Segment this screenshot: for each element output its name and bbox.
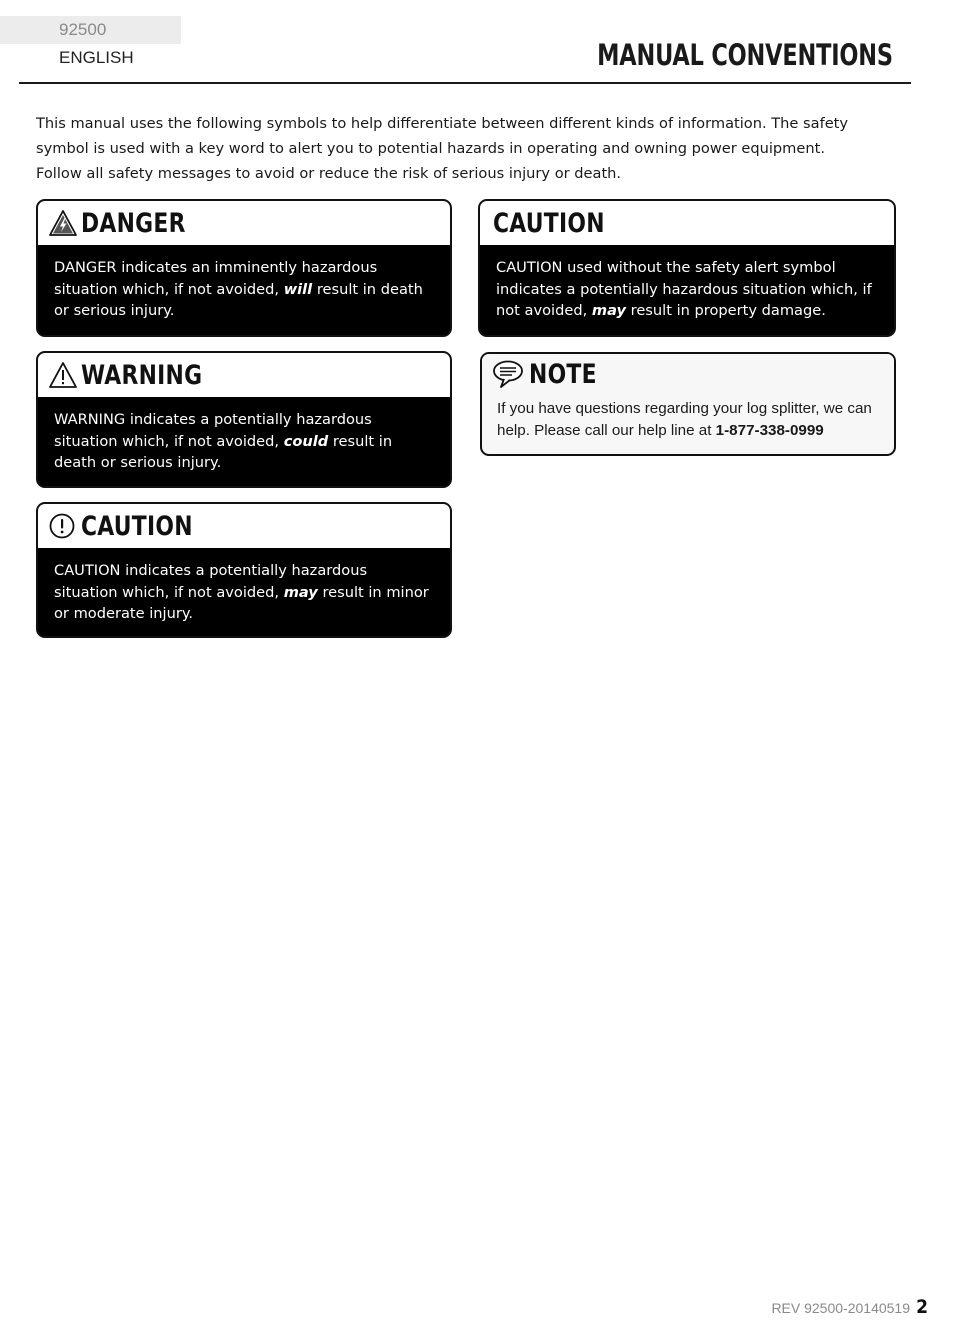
warning-text: WARNING indicates a potentially hazardous situation which, if not avoided,: [54, 411, 372, 450]
danger-description: [38, 245, 450, 322]
caution-property-text-end: result in property damage.: [626, 302, 826, 319]
help-line-phone: 1-877-338-0999: [715, 422, 824, 439]
note-box: [480, 352, 896, 456]
note-text: If you have questions regarding your log splitter, we can help. Please call our help line at: [497, 400, 872, 439]
caution-injury-text: CAUTION indicates a potentially hazardous situation which, if not avoided,: [54, 562, 368, 601]
caution-property-text: CAUTION used without the safety alert symbol indicates a potentially hazardous situation which, if not avoided,: [496, 259, 872, 319]
danger-text-end: result in death or serious injury.: [54, 280, 423, 319]
warning-description: [38, 397, 450, 474]
language-label: ENGLISH: [59, 48, 134, 67]
danger-box: [36, 199, 452, 337]
caution-property-description: [480, 245, 894, 322]
danger-emphasis: will: [283, 280, 313, 298]
warning-header: [38, 353, 450, 397]
note-label: NOTE: [529, 358, 597, 390]
electric-hazard-warning-icon: [48, 209, 78, 237]
note-description: [482, 394, 894, 442]
caution-property-box: [478, 199, 896, 337]
page-title: MANUAL CONVENTIONS: [597, 38, 893, 72]
caution-property-emphasis: may: [591, 302, 627, 319]
caution-injury-label: CAUTION: [81, 510, 193, 542]
caution-injury-text-end: result in minor or moderate injury.: [54, 583, 429, 622]
exclamation-circle-icon: [48, 512, 78, 540]
caution-injury-emphasis: may: [283, 583, 318, 601]
note-header: [482, 354, 894, 394]
revision-label: REV 92500-20140519: [771, 1300, 910, 1316]
intro-text: [36, 111, 896, 186]
model-number: 92500: [59, 20, 107, 39]
danger-text: DANGER indicates an imminently hazardous situation which, if not avoided,: [54, 259, 378, 298]
warning-text-end: result in death or serious injury.: [54, 432, 393, 471]
speech-bubble-icon: [492, 359, 526, 389]
model-language-tag: [0, 16, 181, 67]
intro-paragraph-2: Follow all safety messages to avoid or reduce the risk of serious injury or death.: [36, 165, 622, 182]
caution-injury-box: [36, 502, 452, 638]
header-divider: [19, 82, 911, 84]
warning-box: [36, 351, 452, 488]
caution-injury-header: [38, 504, 450, 548]
caution-injury-description: [38, 548, 450, 625]
caution-property-label: CAUTION: [493, 207, 605, 239]
exclamation-triangle-icon: [48, 361, 78, 389]
caution-property-header: [480, 201, 894, 245]
warning-label: WARNING: [81, 359, 203, 391]
danger-header: [38, 201, 450, 245]
danger-label: DANGER: [81, 207, 186, 239]
warning-emphasis: could: [283, 432, 329, 450]
intro-paragraph-1: This manual uses the following symbols to help differentiate between different kinds of information. The safety symbol is used with a key word to alert you to potential hazards in operating and owning power equipment.: [36, 115, 849, 157]
page-number: 2: [916, 1296, 928, 1318]
